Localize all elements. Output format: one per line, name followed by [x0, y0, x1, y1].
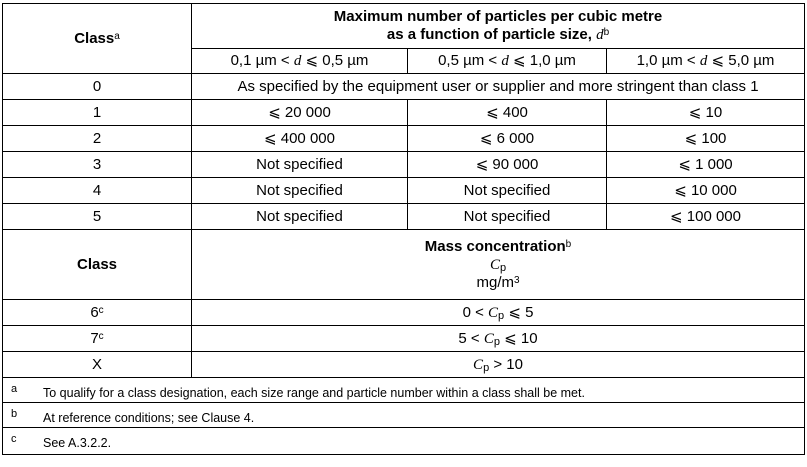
max-particles-title-line2: as a function of particle size, $d^b$	[386, 26, 610, 43]
class-header-sup: a	[114, 30, 120, 42]
class-cell: 5	[3, 204, 192, 230]
class-header-label: Class	[74, 29, 115, 47]
max-particles-title-line1: Maximum number of particles per cubic metre	[333, 8, 663, 25]
mass-row	[3, 352, 805, 378]
range-header-1: 0,1 µm < d ⩽ 0,5 µm	[192, 49, 408, 74]
class-cell: 0	[3, 74, 192, 100]
value-cell: ⩽ 400 000	[192, 126, 408, 152]
value-cell: ⩽ 20 000	[192, 100, 408, 126]
mass-row	[3, 326, 805, 352]
range-header-3: 1,0 µm < d ⩽ 5,0 µm	[607, 49, 805, 74]
footnote	[7, 378, 800, 402]
footnote-text: At reference conditions; see Clause 4.	[43, 411, 255, 425]
class-cell: 2	[3, 126, 192, 152]
value-cell: Not specified	[192, 152, 408, 178]
mass-title: Mass concentration$^b$	[424, 237, 572, 255]
footnote-text: See A.3.2.2.	[43, 436, 112, 450]
footnote	[7, 428, 800, 454]
footnote-row	[3, 378, 805, 403]
value-cell: ⩽ 400	[408, 100, 607, 126]
footnote	[7, 403, 800, 427]
table-row	[3, 178, 805, 204]
value-cell: Not specified	[408, 178, 607, 204]
footnote-row	[3, 403, 805, 428]
class-cell: 3	[3, 152, 192, 178]
class-cell: 7$^c$	[3, 326, 192, 352]
mass-value-cell: $5 < C_p$ ⩽ 10	[192, 326, 805, 352]
mass-unit: $mg/m^3$	[476, 273, 520, 291]
value-cell: ⩽ 10	[607, 100, 805, 126]
mass-value-cell: $C_p > 10$	[192, 352, 805, 378]
class-cell: 4	[3, 178, 192, 204]
mass-row	[3, 300, 805, 326]
table-row	[3, 100, 805, 126]
mass-symbol: $C_p$	[489, 256, 507, 274]
table-row	[3, 74, 805, 100]
mass-header-row	[3, 230, 805, 300]
table-row	[3, 204, 805, 230]
value-cell: ⩽ 1 000	[607, 152, 805, 178]
footnote-text: To qualify for a class designation, each size range and particle number within a class shall be met.	[43, 386, 585, 400]
mass-concentration-header	[192, 230, 805, 300]
particle-class-table	[2, 3, 805, 455]
value-cell: ⩽ 90 000	[408, 152, 607, 178]
table-row	[3, 152, 805, 178]
class-cell: 6$^c$	[3, 300, 192, 326]
value-cell: Not specified	[192, 204, 408, 230]
class-cell: X	[3, 352, 192, 378]
footnote-letter: a	[11, 383, 18, 395]
value-cell: Not specified	[192, 178, 408, 204]
value-cell: Not specified	[408, 204, 607, 230]
max-particles-header	[192, 4, 805, 49]
header-row-1	[3, 4, 805, 49]
class-header	[3, 4, 192, 74]
mass-value-cell: $0 < C_p$ ⩽ 5	[192, 300, 805, 326]
class-cell: 1	[3, 100, 192, 126]
value-cell: ⩽ 6 000	[408, 126, 607, 152]
footnote-letter: b	[11, 408, 18, 420]
value-cell: ⩽ 10 000	[607, 178, 805, 204]
footnote-letter: c	[11, 433, 17, 445]
mass-class-header: Class	[3, 230, 192, 300]
range-header-2: 0,5 µm < d ⩽ 1,0 µm	[408, 49, 607, 74]
table-row	[3, 126, 805, 152]
value-cell: ⩽ 100	[607, 126, 805, 152]
footnote-row	[3, 428, 805, 455]
value-cell: ⩽ 100 000	[607, 204, 805, 230]
spanning-cell: As specified by the equipment user or supplier and more stringent than class 1	[192, 74, 805, 100]
